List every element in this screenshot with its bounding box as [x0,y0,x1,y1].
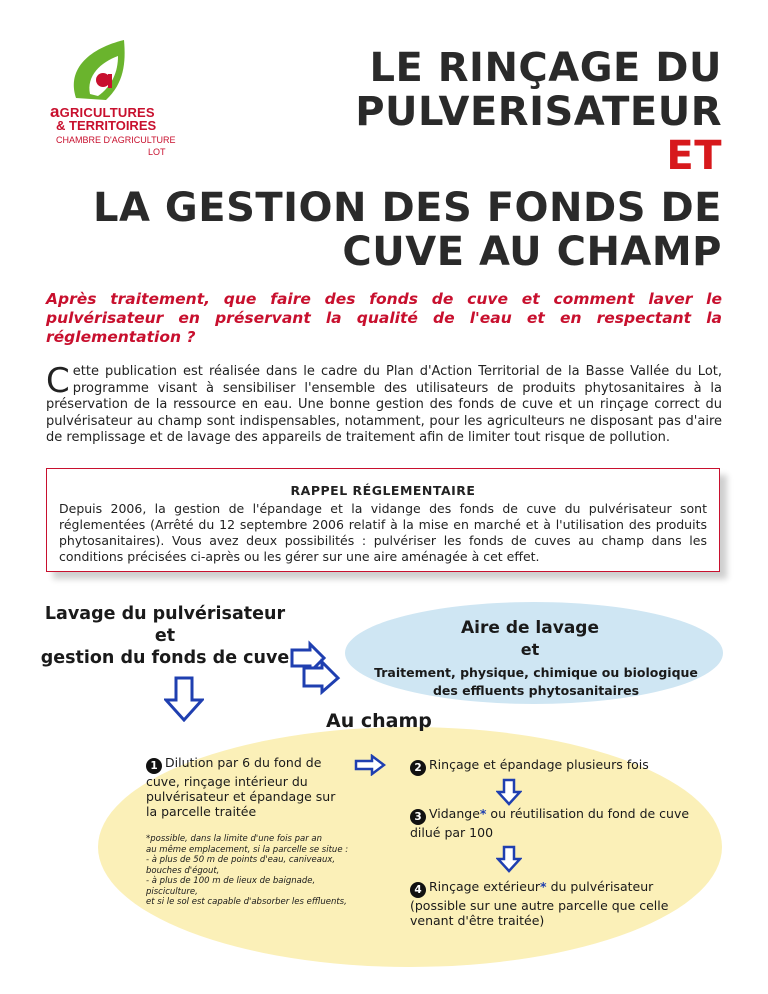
logo-brand-line-1: aGRICULTURES [50,102,155,121]
step-4-star: * [540,879,547,894]
diagram-heading-line-2: gestion du fonds de cuve [40,648,290,668]
logo-brand-line-4: LOT [148,147,166,157]
aire-title: Aire de lavage [461,618,599,638]
step-2-text: Rinçage et épandage plusieurs fois [429,757,649,772]
step-4-number: 4 [410,882,426,898]
logo-brand-line-3: CHAMBRE D'AGRICULTURE [56,135,176,145]
title-line-3: ET [666,133,722,179]
drop-cap: C [46,361,70,401]
chambre-agriculture-logo [46,38,196,163]
step-1-text: Dilution par 6 du fond de cuve, rinçage intérieur du pulvérisateur et épandage sur la parcelle traitée [146,755,336,819]
aire-subtitle [366,664,706,700]
aire-subtitle-line-2: des effluents phytosanitaires [432,683,640,698]
step-3 [410,806,710,840]
rappel-box [46,468,720,572]
intro-text: ette publication est réalisée dans le cadre du Plan d'Action Territorial de la Basse Vallée du Lot, programme visant à sensibiliser l'ensemble des utilisateurs de produits phytosanitaires à la préservation de la ressource en eau. Une bonne gestion des fonds de cuve et un rinçage correct du pulvérisateur au champ sont indispensables, notamment, pour les agriculteurs ne disposant pas d'aire de remplissage et de lavage des appareils de traitement afin de limiter tout risque de pollution. [46,364,722,445]
note-line-4: bouches d'égout, [146,865,220,876]
aire-et: et [520,640,540,659]
rappel-text: Depuis 2006, la gestion de l'épandage et la vidange des fonds de cuve du pulvérisateur sont réglementées (Arrêté du 12 septembre 2006 relatif à la mise en marché et à l'utilisation des produits phytosanitaires). Vous avez deux possibilités : pulvériser les fonds de cuves au champ dans les conditions précisées ci-après ou les gérer sur une aire aménagée à cet effet. [59,501,707,564]
conditions-note [146,834,361,908]
arrow-down-icon [496,778,522,806]
intro-question: Après traitement, que faire des fonds de cuve et comment laver le pulvérisateur en préservant la qualité de l'eau et en respectant la réglementation ? [46,290,722,346]
note-line-1: *possible, dans la limite d'une fois par an [146,834,322,844]
step-1 [146,755,346,819]
double-diagonal-arrow-icon [288,640,344,696]
step-1-number: 1 [146,758,162,774]
step-4-text-b: du pulvérisateur (possible sur une autre parcelle que celle venant d'être traitée) [410,879,669,928]
title-line-5: CUVE AU CHAMP [342,229,722,275]
step-3-number: 3 [410,809,426,825]
title-line-2: PULVERISATEUR [355,89,722,135]
rappel-title: RAPPEL RÉGLEMENTAIRE [290,483,476,498]
step-3-text-a: Vidange [429,806,480,821]
note-line-6: pisciculture, [146,886,198,897]
note-line-2: au même emplacement, si la parcelle se situe : [146,844,349,855]
title-line-4: LA GESTION DES FONDS DE [93,185,722,231]
arrow-right-icon [354,754,386,776]
au-champ-title: Au champ [326,710,432,732]
step-4 [410,879,700,928]
step-2 [410,757,710,776]
logo-leaf-icon [46,38,196,108]
step-3-text-b: ou réutilisation du fond de cuve dilué par 100 [410,806,690,840]
title-line-1: LE RINÇAGE DU [369,45,722,91]
logo-brand-line-2: & TERRITOIRES [56,118,157,133]
aire-subtitle-line-1: Traitement, physique, chimique ou biologique [374,665,698,680]
intro-paragraph [46,361,722,447]
arrow-down-icon [496,845,522,873]
step-2-number: 2 [410,760,426,776]
diagram-heading [34,603,296,669]
note-line-3: - à plus de 50 m de points d'eau, caniveaux, [146,855,336,865]
diagram-heading-line-1: Lavage du pulvérisateur et [44,604,286,646]
note-line-5: - à plus de 100 m de lieux de baignade, [146,876,316,886]
step-4-text-a: Rinçage extérieur [429,879,541,894]
step-3-star: * [479,806,487,821]
arrow-down-icon [164,676,204,722]
note-line-7: et si le sol est capable d'absorber les effluents, [146,897,347,907]
